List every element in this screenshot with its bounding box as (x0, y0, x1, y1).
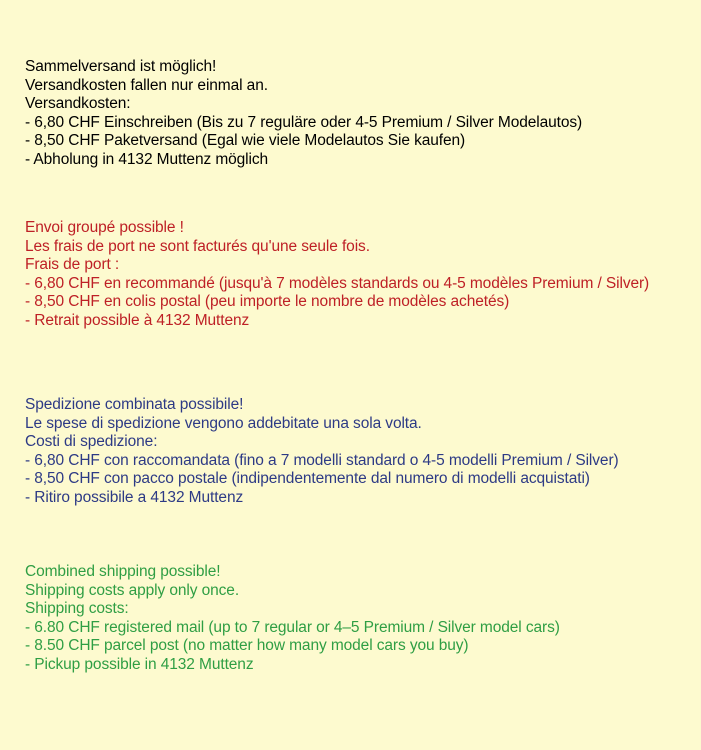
italian-pickup-option: - Ritiro possibile a 4132 Muttenz (25, 488, 244, 506)
german-costs-label: Versandkosten: (25, 95, 131, 112)
english-pickup-option: - Pickup possible in 4132 Muttenz (25, 655, 254, 673)
english-once-note: Shipping costs apply only once. (25, 581, 240, 599)
italian-headline: Spedizione combinata possibile! (25, 396, 244, 413)
french-once-note: Les frais de port ne sont facturés qu'une seule fois. (25, 237, 370, 255)
italian-parcel-option: - 8,50 CHF con pacco postale (indipendentemente dal numero di modelli acquistati) (25, 470, 590, 487)
german-once-note: Versandkosten fallen nur einmal an. (25, 76, 268, 94)
shipping-info-german (25, 58, 693, 169)
shipping-info-french (25, 219, 693, 330)
french-pickup-option: - Retrait possible à 4132 Muttenz (25, 311, 250, 329)
french-headline: Envoi groupé possible ! (25, 219, 184, 236)
english-parcel-option: - 8.50 CHF parcel post (no matter how many model cars you buy) (25, 637, 469, 654)
german-parcel-option: - 8,50 CHF Paketversand (Egal wie viele Modelautos Sie kaufen) (25, 132, 466, 149)
italian-costs-label: Costi di spedizione: (25, 433, 158, 450)
italian-once-note: Le spese di spedizione vengono addebitate una sola volta. (25, 414, 422, 432)
french-registered-mail-option: - 6,80 CHF en recommandé (jusqu'à 7 modèles standards ou 4-5 modèles Premium / Silver) (25, 274, 650, 292)
german-pickup-option: - Abholung in 4132 Muttenz möglich (25, 150, 269, 168)
english-registered-mail-option: - 6.80 CHF registered mail (up to 7 regular or 4–5 Premium / Silver model cars) (25, 618, 560, 636)
italian-registered-mail-option: - 6,80 CHF con raccomandata (fino a 7 modelli standard o 4-5 modelli Premium / Silver) (25, 451, 619, 469)
english-costs-label: Shipping costs: (25, 600, 129, 617)
shipping-info-italian (25, 396, 693, 507)
french-parcel-option: - 8,50 CHF en colis postal (peu importe le nombre de modèles achetés) (25, 293, 510, 310)
german-headline: Sammelversand ist möglich! (25, 58, 217, 75)
english-headline: Combined shipping possible! (25, 563, 221, 580)
german-registered-mail-option: - 6,80 CHF Einschreiben (Bis zu 7 reguläre oder 4-5 Premium / Silver Modelautos) (25, 113, 583, 131)
french-costs-label: Frais de port : (25, 256, 120, 273)
shipping-info-english (25, 563, 693, 674)
